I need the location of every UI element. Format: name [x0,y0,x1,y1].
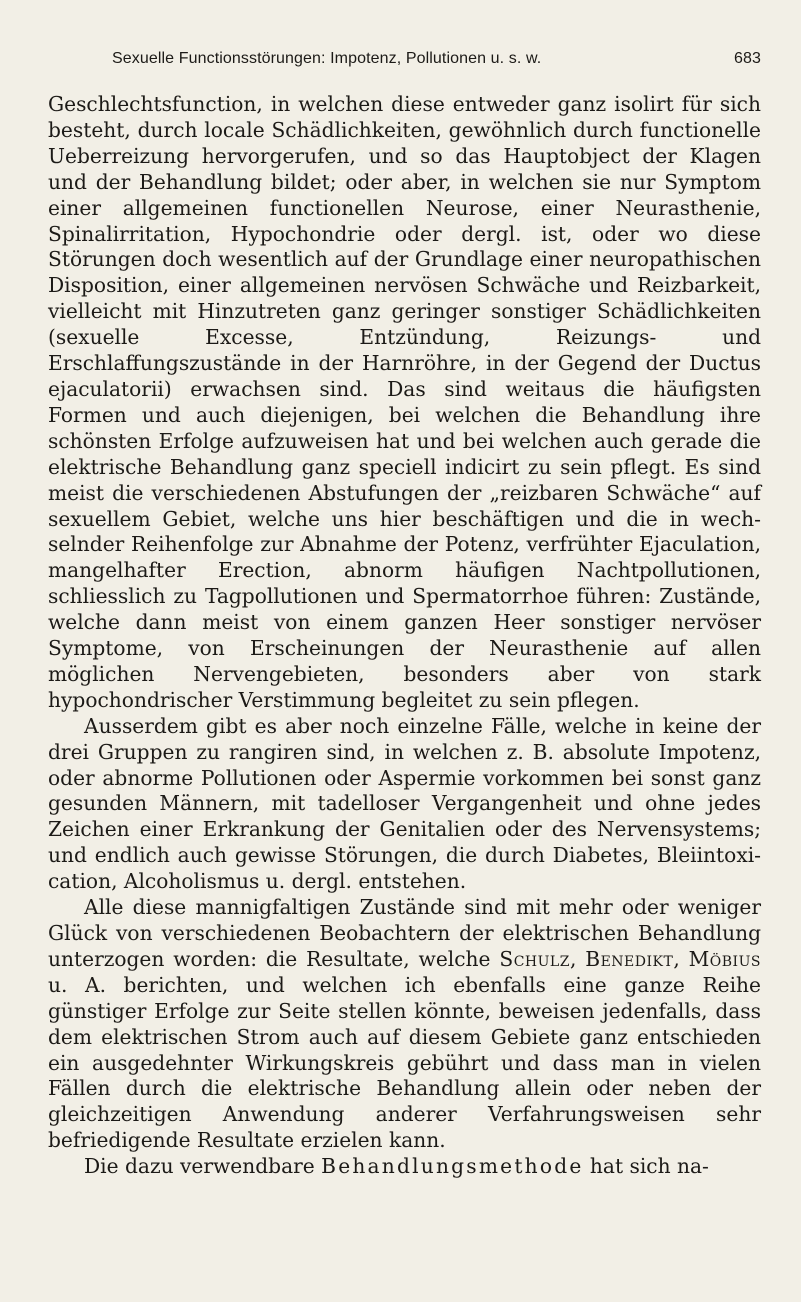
running-title: Sexuelle Functionsstörungen: Impotenz, Pollutionen u. s. w. [112,50,542,67]
paragraph-2: Ausserdem gibt es aber noch einzelne Fälle, welche in keine der drei Gruppen zu rangiren sind, in welchen z. B. absolute Impotenz, oder abnorme Pollutionen oder Aspermie vorkommen bei sonst ganz gesunden Männern, mit tadelloser Vergangenheit und ohne jedes Zeichen einer Erkrankung der Genitalien oder des Nervensystems; und endlich auch gewisse Störungen, die durch Diabetes, Bleiintoxication, Alcoholismus u. dergl. entstehen. [48,713,761,894]
author-name-benedikt: Benedikt [585,946,674,971]
body-text [48,92,761,1180]
author-separator: , [569,946,586,971]
running-head [112,50,761,74]
page-number: 683 [734,50,761,67]
paragraph-4-text-end: hat sich na- [583,1154,709,1179]
paragraph-3-text-end: u. A. berichten, und welchen ich ebenfalls eine ganze Reihe günstiger Erfolge zur Seite stellen könnte, beweisen jedenfalls, dass dem elektrischen Strom auch auf diesem Gebiete ganz entschieden ein ausgedehnter Wirkungskreis gebührt und dass man in vielen Fällen durch die elektrische Behandlung allein oder neben der gleichzeitigen Anwendung anderer Verfahrungsweisen sehr befriedigende Resultate erzielen kann. [48,972,761,1153]
author-name-schulz: Schulz [499,946,570,971]
paragraph-4-text-start: Die dazu verwendbare [84,1154,322,1179]
author-name-moebius: Möbius [688,946,761,971]
paragraph-3-text-start: Alle diese mannigfaltigen Zustände sind mit mehr oder weniger Glück von verschiedenen Beobachtern der elektrischen Behandlung unterzogen worden: die Resultate, welche [48,895,761,971]
author-separator: , [673,946,689,971]
paragraph-4 [48,1154,761,1180]
paragraph-1: Geschlechtsfunction, in welchen diese entweder ganz isolirt für sich besteht, durch locale Schädlichkeiten, gewöhnlich durch functionelle Ueberreizung hervorgerufen, und so das Hauptobject der Klagen und der Behandlung bildet; oder aber, in welchen sie nur Symptom einer allgemeinen functionellen Neurose, einer Neurasthenie, Spinalirritation, Hypochondrie oder dergl. ist, oder wo diese Störungen doch wesentlich auf der Grundlage einer neuropathischen Disposition, einer allgemeinen nervösen Schwäche und Reizbarkeit, vielleicht mit Hinzutreten ganz geringer sonstiger Schädlichkeiten (sexuelle Excesse, Entzündung, Reizungs- und Erschlaffungszustände in der Harnröhre, in der Gegend der Ductus ejaculatorii) erwachsen sind. Das sind weitaus die häufigsten Formen und auch diejenigen, bei welchen die Behandlung ihre schönsten Erfolge aufzuweisen hat und bei welchen auch gerade die elektrische Behandlung ganz speciell indicirt zu sein pflegt. Es sind meist die verschiedenen Abstufungen der „reizbaren Schwäche“ auf sexuellem Gebiet, welche uns hier beschäftigen und die in wechselnder Reihenfolge zur Abnahme der Potenz, verfrühter Ejaculation, mangelhafter Erection, abnorm häufigen Nachtpollutionen, schliesslich zu Tagpollutionen und Spermatorrhoe führen: Zustände, welche dann meist von einem ganzen Heer sonstiger nervöser Symptome, von Erscheinungen der Neurasthenie auf allen möglichen Nervengebieten, besonders aber von stark hypochondrischer Verstimmung begleitet zu sein pflegen. [48,92,761,712]
emphasized-term: Behandlungsmethode [321,1154,584,1179]
paragraph-3 [48,895,761,1154]
